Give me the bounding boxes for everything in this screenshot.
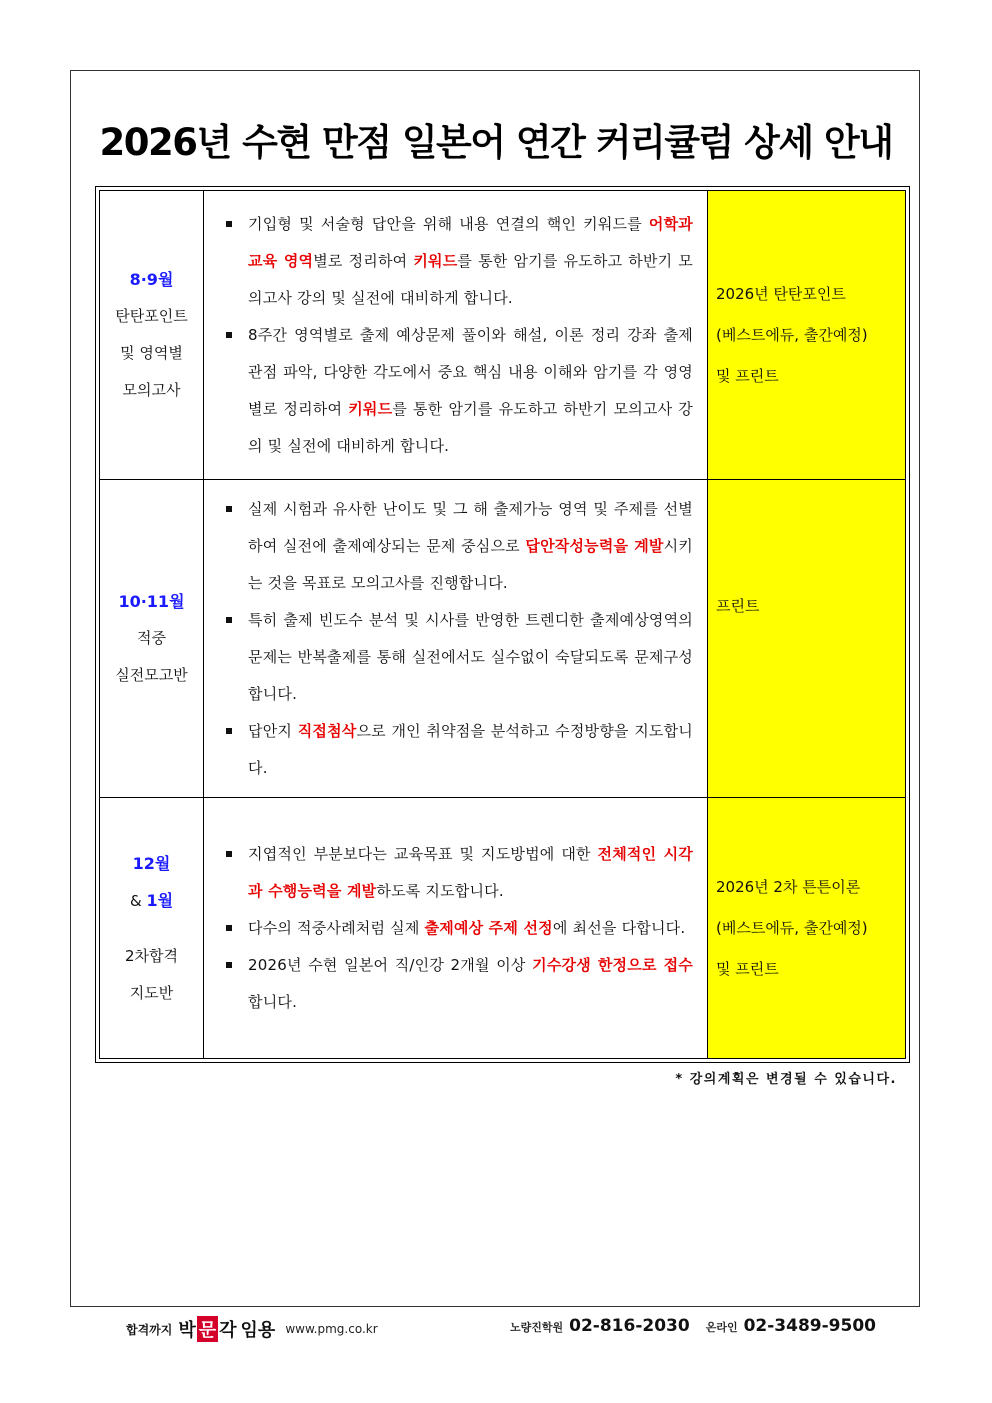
page-title: 2026년 수현 만점 일본어 연간 커리큘럼 상세 안내	[99, 121, 893, 164]
highlight-text: 답안작성능력을 계발	[525, 536, 664, 555]
brand-logo[interactable]	[178, 1316, 275, 1342]
body-text: 특히 출제 빈도수 분석 및 시사를 반영한 트렌디한 출제예상영역의 문제는 반복출제를 통해 실전에서도 실수없이 숙달되도록 문제구성합니다.	[248, 610, 693, 703]
course-name-line: 2차합격	[124, 946, 178, 965]
curriculum-table	[99, 190, 906, 1059]
body-text: 에 최선을 다합니다.	[552, 918, 686, 937]
content-list-item	[222, 947, 693, 1021]
content-list-item	[222, 836, 693, 910]
content-cell	[204, 798, 708, 1059]
body-text: 별로 정리하여	[313, 251, 414, 270]
month-label: 10·11월	[118, 592, 185, 611]
body-text: 를 통한 암기를 유도하고 하반기 모의고사 강의 및 실전에 대비하게 합니다.	[248, 251, 693, 307]
phone1-number: 02-816-2030	[569, 1316, 690, 1336]
content-list	[222, 491, 693, 787]
month-label: 1월	[146, 890, 174, 910]
logo-char: 각	[219, 1320, 237, 1341]
body-text: 다수의 적중사례처럼 실제	[248, 918, 425, 937]
period-cell	[100, 798, 204, 1059]
month-label: 12월	[132, 853, 171, 873]
content-list	[222, 206, 693, 465]
textbook-line: 및 프린트	[716, 959, 779, 978]
textbook-line: 2026년 탄탄포인트	[716, 284, 846, 303]
content-list-item	[222, 206, 693, 317]
footer-url-link[interactable]: www.pmg.co.kr	[285, 1322, 378, 1336]
highlight-text: 기수강생 한정으로 접수	[532, 955, 693, 974]
highlight-text: 전체적인 시각과 수행능력을 계발	[248, 844, 693, 900]
phone2-label: 온라인	[705, 1321, 738, 1334]
footer-slogan: 합격까지	[126, 1322, 173, 1337]
curriculum-table-frame	[95, 186, 910, 1063]
logo-char: 임용	[240, 1320, 276, 1341]
month-label: 8·9월	[129, 270, 174, 289]
textbook-line: (베스트에듀, 출간예정)	[716, 325, 868, 344]
phone2-number: 02-3489-9500	[743, 1316, 876, 1336]
highlight-text: 출제예상 주제 선정	[424, 918, 553, 937]
content-list-item	[222, 491, 693, 602]
phone1-label: 노량진학원	[509, 1321, 564, 1334]
textbook-line: (베스트에듀, 출간예정)	[716, 918, 868, 937]
highlight-text: 직접첨삭	[297, 721, 357, 740]
textbook-line: 프린트	[716, 597, 760, 615]
highlight-text: 키워드	[348, 399, 393, 418]
body-text: 답안지	[248, 721, 298, 740]
highlight-text: 키워드	[413, 251, 458, 270]
course-name-line: 모의고사	[122, 381, 181, 399]
textbook-line: 및 프린트	[716, 366, 779, 385]
body-text: 하도록 지도합니다.	[376, 881, 504, 900]
body-text: 를 통한 암기를 유도하고 하반기 모의고사 강의 및 실전에 대비하게 합니다.	[248, 399, 693, 455]
footer-brand	[126, 1316, 378, 1342]
body-text: 합니다.	[248, 992, 298, 1011]
textbook-cell	[708, 191, 906, 480]
course-name-line: 지도반	[129, 983, 174, 1002]
course-name-line: 탄탄포인트	[115, 307, 188, 325]
content-list	[222, 836, 693, 1021]
highlight-text: 어학과 교육 영역	[248, 214, 693, 270]
content-list-item	[222, 317, 693, 465]
content-cell	[204, 191, 708, 480]
content-list-item	[222, 602, 693, 713]
ampersand: &	[129, 891, 147, 910]
period-cell	[100, 480, 204, 798]
course-name-line: 실전모고반	[115, 666, 188, 684]
body-text: 기입형 및 서술형 답안을 위해 내용 연결의 핵인 키워드를	[248, 214, 649, 233]
period-cell	[100, 191, 204, 480]
body-text: 실제 시험과 유사한 난이도 및 그 해 출제가능 영역 및 주제를 선별하여 실전에 출제예상되는 문제 중심으로	[248, 499, 693, 555]
body-text: 시키는 것을 목표로 모의고사를 진행합니다.	[248, 536, 693, 592]
content-cell	[204, 480, 708, 798]
table-row	[100, 798, 906, 1059]
course-name-line: 적중	[137, 629, 166, 647]
body-text: 2026년 수현 일본어 직/인강 2개월 이상	[248, 955, 533, 974]
table-row	[100, 191, 906, 480]
body-text: 으로 개인 취약점을 분석하고 수정방향을 지도합니다.	[248, 721, 693, 777]
course-name-line: 및 영역별	[120, 344, 183, 362]
table-row	[100, 480, 906, 798]
textbook-cell	[708, 798, 906, 1059]
month-label-second	[101, 882, 202, 920]
body-text: 지엽적인 부분보다는 교육목표 및 지도방법에 대한	[248, 844, 598, 863]
footer-contact	[510, 1316, 876, 1336]
logo-char: 박	[178, 1320, 196, 1341]
content-list-item	[222, 910, 693, 947]
textbook-line: 2026년 2차 튼튼이론	[716, 877, 861, 896]
logo-char: 문	[197, 1316, 218, 1342]
textbook-cell	[708, 480, 906, 798]
content-list-item	[222, 713, 693, 787]
schedule-change-note: * 강의계획은 변경될 수 있습니다.	[675, 1072, 897, 1087]
body-text: 8주간 영역별로 출제 예상문제 풀이와 해설, 이론 정리 강좌 출제 관점 파악, 다양한 각도에서 중요 핵심 내용 이해와 암기를 각 영영별로 정리하여	[248, 325, 693, 418]
